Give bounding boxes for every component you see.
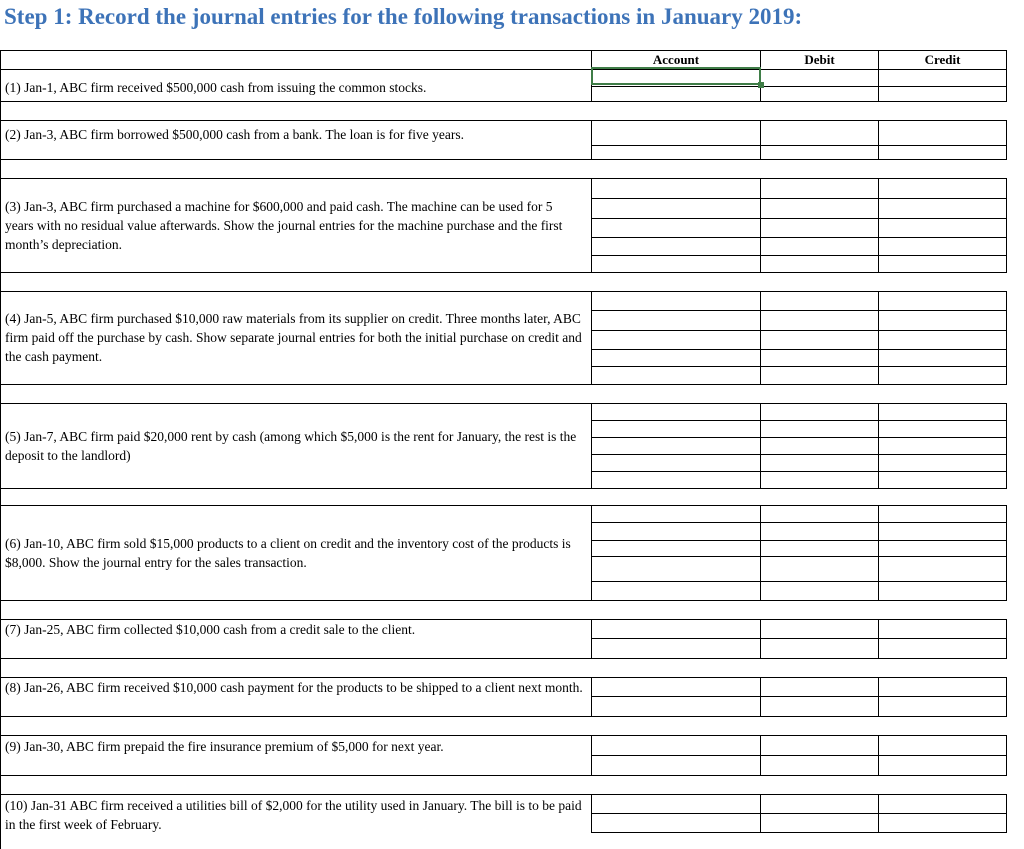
- transaction-4-text: (4) Jan-5, ABC firm purchased $10,000 raw materials from its supplier on credit. Three months later, ABC firm paid off the purchase by cash. Show separate journal entries for both the initial purchase on credit and the cash payment.: [5, 311, 582, 364]
- grid-hline: [0, 384, 1006, 385]
- grid-vline: [1006, 794, 1007, 833]
- grid-vline: [1006, 403, 1007, 489]
- transaction-10-text: (10) Jan-31 ABC firm received a utilities bill of $2,000 for the utility used in January. The bill is to be paid in the first week of February.: [5, 798, 582, 832]
- grid-vline: [1006, 178, 1007, 273]
- grid-vline: [878, 120, 879, 160]
- grid-hline: [591, 255, 1006, 256]
- page-title: Step 1: Record the journal entries for the following transactions in January 2019:: [4, 4, 803, 29]
- transaction-6-text: (6) Jan-10, ABC firm sold $15,000 products to a client on credit and the inventory cost of the products is $8,000. Show the journal entry for the sales transaction.: [5, 536, 571, 570]
- grid-hline: [591, 349, 1006, 350]
- grid-hline: [0, 101, 1006, 102]
- grid-hline: [0, 291, 1006, 292]
- grid-hline: [591, 437, 1006, 438]
- grid-hline: [591, 237, 1006, 238]
- grid-vline: [1006, 291, 1007, 385]
- grid-hline: [591, 454, 1006, 455]
- grid-vline: [878, 505, 879, 601]
- grid-vline: [0, 50, 1, 849]
- transaction-1-text: (1) Jan-1, ABC firm received $500,000 cash from issuing the common stocks.: [5, 80, 427, 95]
- grid-vline: [878, 403, 879, 489]
- fill-handle[interactable]: [758, 82, 764, 88]
- grid-hline: [591, 310, 1006, 311]
- grid-hline: [0, 658, 1006, 659]
- grid-hline: [591, 581, 1006, 582]
- grid-hline: [591, 832, 1006, 833]
- grid-vline: [591, 619, 592, 659]
- transaction-5-text: (5) Jan-7, ABC firm paid $20,000 rent by cash (among which $5,000 is the rent for January, the rest is the deposit to the landlord): [5, 429, 577, 463]
- grid-hline: [591, 218, 1006, 219]
- transaction-9-text: (9) Jan-30, ABC firm prepaid the fire insurance premium of $5,000 for next year.: [5, 739, 444, 754]
- grid-vline: [1006, 505, 1007, 601]
- credit-column-header: Credit: [924, 52, 961, 67]
- grid-vline: [591, 120, 592, 160]
- grid-vline: [591, 403, 592, 489]
- transaction-7-text: (7) Jan-25, ABC firm collected $10,000 cash from a credit sale to the client.: [5, 622, 416, 637]
- grid-vline: [1006, 735, 1007, 776]
- grid-hline: [0, 120, 1006, 121]
- grid-hline: [0, 505, 1006, 506]
- account-column-header: Account: [652, 52, 700, 67]
- grid-vline: [760, 120, 761, 160]
- grid-vline: [878, 178, 879, 273]
- grid-hline: [591, 638, 1006, 639]
- grid-vline: [760, 735, 761, 776]
- grid-vline: [878, 735, 879, 776]
- grid-hline: [0, 716, 1006, 717]
- transaction-3-text: (3) Jan-3, ABC firm purchased a machine for $600,000 and paid cash. The machine can be used for 5 years with no residual value afterwards. Show the journal entries for the machine purchase and the first month’s depreciation.: [5, 199, 563, 252]
- grid-hline: [591, 540, 1006, 541]
- grid-vline: [1006, 50, 1007, 102]
- grid-hline: [0, 600, 1006, 601]
- transaction-8-text: (8) Jan-26, ABC firm received $10,000 cash payment for the products to be shipped to a client next month.: [5, 680, 583, 695]
- selected-account-cell[interactable]: [591, 67, 761, 85]
- grid-vline: [760, 794, 761, 833]
- debit-column-header: Debit: [804, 52, 835, 67]
- grid-vline: [878, 794, 879, 833]
- grid-hline: [0, 794, 1006, 795]
- grid-vline: [591, 677, 592, 717]
- grid-vline: [591, 735, 592, 776]
- grid-vline: [878, 677, 879, 717]
- grid-vline: [760, 505, 761, 601]
- grid-hline: [0, 735, 1006, 736]
- grid-hline: [591, 755, 1006, 756]
- grid-hline: [591, 696, 1006, 697]
- grid-hline: [0, 159, 1006, 160]
- grid-hline: [0, 69, 1006, 70]
- grid-hline: [591, 420, 1006, 421]
- grid-vline: [1006, 619, 1007, 659]
- grid-vline: [591, 291, 592, 385]
- grid-vline: [760, 677, 761, 717]
- grid-hline: [0, 775, 1006, 776]
- grid-vline: [760, 291, 761, 385]
- grid-hline: [591, 366, 1006, 367]
- grid-hline: [591, 145, 1006, 146]
- grid-hline: [591, 330, 1006, 331]
- grid-hline: [591, 556, 1006, 557]
- grid-hline: [0, 178, 1006, 179]
- grid-vline: [591, 794, 592, 833]
- grid-vline: [878, 291, 879, 385]
- grid-hline: [591, 471, 1006, 472]
- grid-vline: [591, 178, 592, 273]
- grid-hline: [591, 86, 1006, 87]
- grid-vline: [591, 505, 592, 601]
- grid-vline: [878, 619, 879, 659]
- grid-vline: [760, 178, 761, 273]
- grid-hline: [591, 522, 1006, 523]
- grid-hline: [0, 272, 1006, 273]
- grid-vline: [1006, 677, 1007, 717]
- grid-hline: [0, 403, 1006, 404]
- grid-hline: [591, 813, 1006, 814]
- grid-hline: [591, 198, 1006, 199]
- grid-vline: [1006, 120, 1007, 160]
- grid-vline: [760, 619, 761, 659]
- grid-hline: [0, 488, 1006, 489]
- transaction-2-text: (2) Jan-3, ABC firm borrowed $500,000 cash from a bank. The loan is for five years.: [5, 127, 465, 142]
- grid-vline: [760, 403, 761, 489]
